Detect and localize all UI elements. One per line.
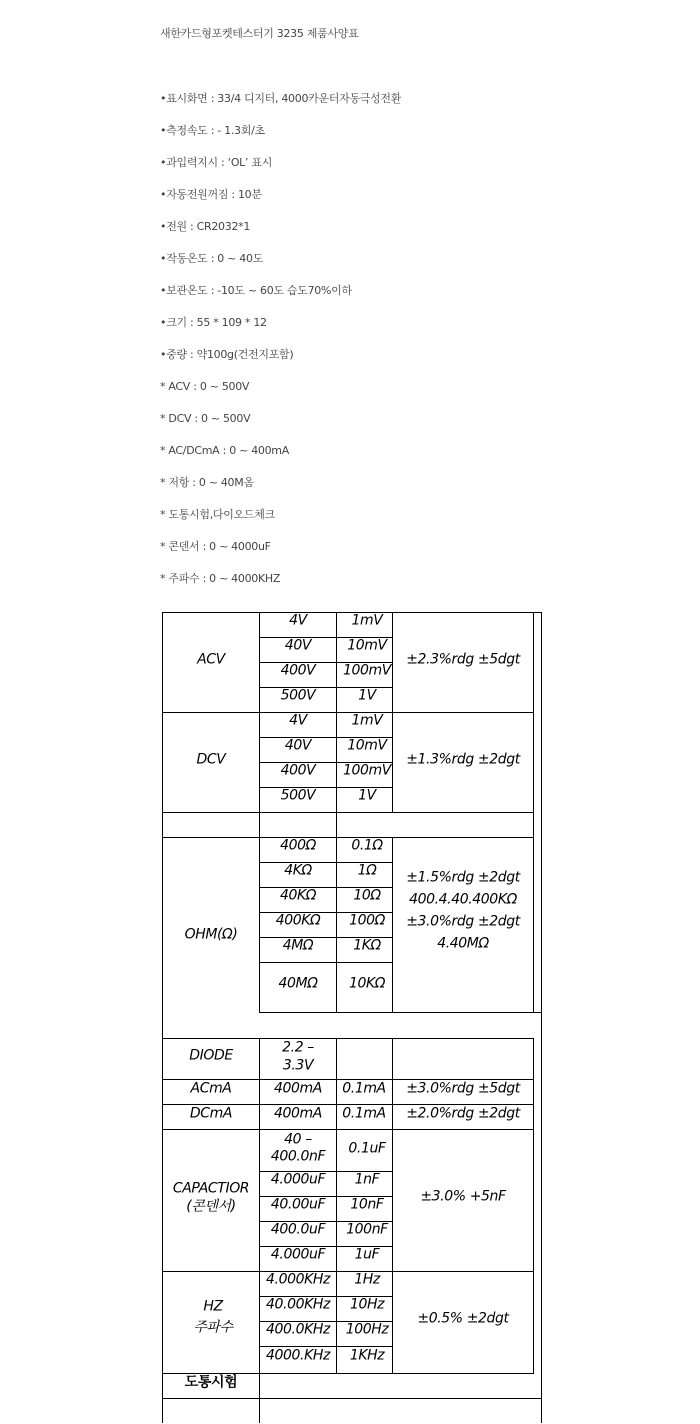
hz-range-1: 4.000KHz	[266, 1271, 330, 1288]
dcv-resolution-4: 1V	[358, 787, 376, 804]
ohm-range-3: 40KΩ	[279, 887, 317, 904]
hz-label-line-2: 주파수	[193, 1319, 233, 1336]
spec-display: •표시화면 : 33/4 디지터, 4000카운터자동극성전환	[160, 92, 402, 105]
ohm-resolution-5: 1KΩ	[353, 937, 381, 954]
spec-speed: •측정속도 : - 1.3회/초	[160, 124, 265, 137]
dcma-label: DCmA	[189, 1105, 233, 1122]
spec-capacitor: * 콘덴서 : 0 ~ 4000uF	[160, 540, 271, 553]
dcv-range-2: 40V	[284, 737, 312, 754]
page-title: 새한카드형포켓테스터기 3235 제품사양표	[160, 27, 359, 40]
acma-resolution: 0.1mA	[342, 1080, 386, 1097]
ohm-range-6: 40MΩ	[278, 975, 318, 992]
spec-overload: •과입력지시 : ‘OL’ 표시	[160, 156, 273, 169]
dcv-range-4: 500V	[280, 787, 316, 804]
spec-storage-temp: •보관온도 : -10도 ~ 60도 습도70%이하	[160, 284, 352, 297]
cap-range-3: 40.00uF	[270, 1196, 326, 1213]
ohm-resolution-2: 1Ω	[357, 862, 377, 879]
ohm-label: OHM(Ω)	[184, 926, 238, 943]
acv-resolution-3: 100mV	[343, 662, 391, 679]
dcma-accuracy: ±2.0%rdg ±2dgt	[406, 1105, 520, 1122]
ohm-range-2: 4KΩ	[284, 862, 312, 879]
acv-range-2: 40V	[284, 637, 312, 654]
cap-resolution-5: 1uF	[354, 1246, 380, 1263]
acv-accuracy: ±2.3%rdg ±5dgt	[406, 651, 520, 668]
spec-resistance: * 저항 : 0 ~ 40M옴	[160, 476, 254, 489]
spec-frequency: * 주파수 : 0 ~ 4000KHZ	[160, 572, 281, 585]
ohm-range-1: 400Ω	[280, 837, 316, 854]
hz-accuracy: ±0.5% ±2dgt	[417, 1310, 509, 1327]
ohm-accuracy-line-2: 400.4.40.400KΩ	[409, 891, 517, 908]
hz-resolution-4: 1KHz	[349, 1347, 385, 1364]
acv-label: ACV	[197, 651, 225, 668]
ohm-resolution-1: 0.1Ω	[351, 837, 383, 854]
diode-range-line-1: 2.2 –	[282, 1039, 314, 1056]
spec-size: •크기 : 55 * 109 * 12	[160, 316, 267, 329]
dcv-label: DCV	[196, 751, 226, 768]
dcv-range-3: 400V	[280, 762, 316, 779]
acv-range-1: 4V	[289, 612, 307, 629]
acma-label: ACmA	[190, 1080, 232, 1097]
spec-dcv: * DCV : 0 ~ 500V	[160, 412, 251, 425]
acma-accuracy: ±3.0%rdg ±5dgt	[406, 1080, 520, 1097]
ohm-resolution-6: 10KΩ	[348, 975, 386, 992]
ohm-accuracy-line-3: ±3.0%rdg ±2dgt	[406, 913, 520, 930]
continuity-label: 도통시험	[184, 1374, 238, 1391]
ohm-resolution-3: 10Ω	[353, 887, 381, 904]
cap-range-4: 400.0uF	[270, 1221, 326, 1238]
hz-resolution-3: 100Hz	[345, 1321, 389, 1338]
hz-range-2: 40.00KHz	[266, 1296, 330, 1313]
acv-resolution-4: 1V	[358, 687, 376, 704]
cap-range-1-line-1: 40 –	[284, 1131, 312, 1148]
cap-range-1-line-2: 400.0nF	[270, 1148, 326, 1165]
acv-range-3: 400V	[280, 662, 316, 679]
cap-range-2: 4.000uF	[270, 1171, 326, 1188]
hz-range-3: 400.0KHz	[266, 1321, 330, 1338]
acma-range: 400mA	[274, 1080, 322, 1097]
dcma-range: 400mA	[274, 1105, 322, 1122]
diode-label: DIODE	[189, 1047, 233, 1064]
hz-label-line-1: HZ	[203, 1298, 223, 1315]
hz-range-4: 4000.KHz	[266, 1347, 330, 1364]
cap-resolution-2: 1nF	[354, 1171, 380, 1188]
spec-auto-off: •자동전원꺼짐 : 10분	[160, 188, 262, 201]
acv-range-4: 500V	[280, 687, 316, 704]
dcv-resolution-2: 10mV	[347, 737, 387, 754]
cap-accuracy: ±3.0% +5nF	[420, 1188, 506, 1205]
dcv-range-1: 4V	[289, 712, 307, 729]
ohm-accuracy-line-4: 4.40MΩ	[437, 935, 489, 952]
spec-ma: * AC/DCmA : 0 ~ 400mA	[160, 444, 289, 457]
cap-resolution-3: 10nF	[350, 1196, 384, 1213]
spec-acv: * ACV : 0 ~ 500V	[160, 380, 250, 393]
spec-operating-temp: •작동온도 : 0 ~ 40도	[160, 252, 264, 265]
ohm-resolution-4: 100Ω	[349, 912, 385, 929]
ohm-accuracy-line-1: ±1.5%rdg ±2dgt	[406, 869, 520, 886]
dcma-resolution: 0.1mA	[342, 1105, 386, 1122]
ohm-range-4: 400KΩ	[275, 912, 321, 929]
cap-resolution-4: 100nF	[346, 1221, 388, 1238]
dcv-resolution-1: 1mV	[351, 712, 383, 729]
dcv-accuracy: ±1.3%rdg ±2dgt	[406, 751, 520, 768]
ohm-range-5: 4MΩ	[282, 937, 314, 954]
dcv-resolution-3: 100mV	[343, 762, 391, 779]
cap-label-line-2: (콘덴서)	[186, 1198, 236, 1215]
diode-range-line-2: 3.3V	[282, 1057, 314, 1074]
hz-resolution-2: 10Hz	[349, 1296, 385, 1313]
spec-list	[160, 92, 401, 604]
spec-continuity: * 도통시험,다이오드체크	[160, 508, 275, 521]
spec-weight: •중량 : 약100g(건전지포함)	[160, 348, 294, 361]
acv-resolution-2: 10mV	[347, 637, 387, 654]
spec-table	[162, 612, 542, 1423]
hz-resolution-1: 1Hz	[354, 1271, 380, 1288]
cap-resolution-1: 0.1uF	[348, 1140, 386, 1157]
spec-power: •전원 : CR2032*1	[160, 220, 251, 233]
acv-resolution-1: 1mV	[351, 612, 383, 629]
cap-range-5: 4.000uF	[270, 1246, 326, 1263]
cap-label-line-1: CAPACTIOR	[172, 1180, 250, 1197]
